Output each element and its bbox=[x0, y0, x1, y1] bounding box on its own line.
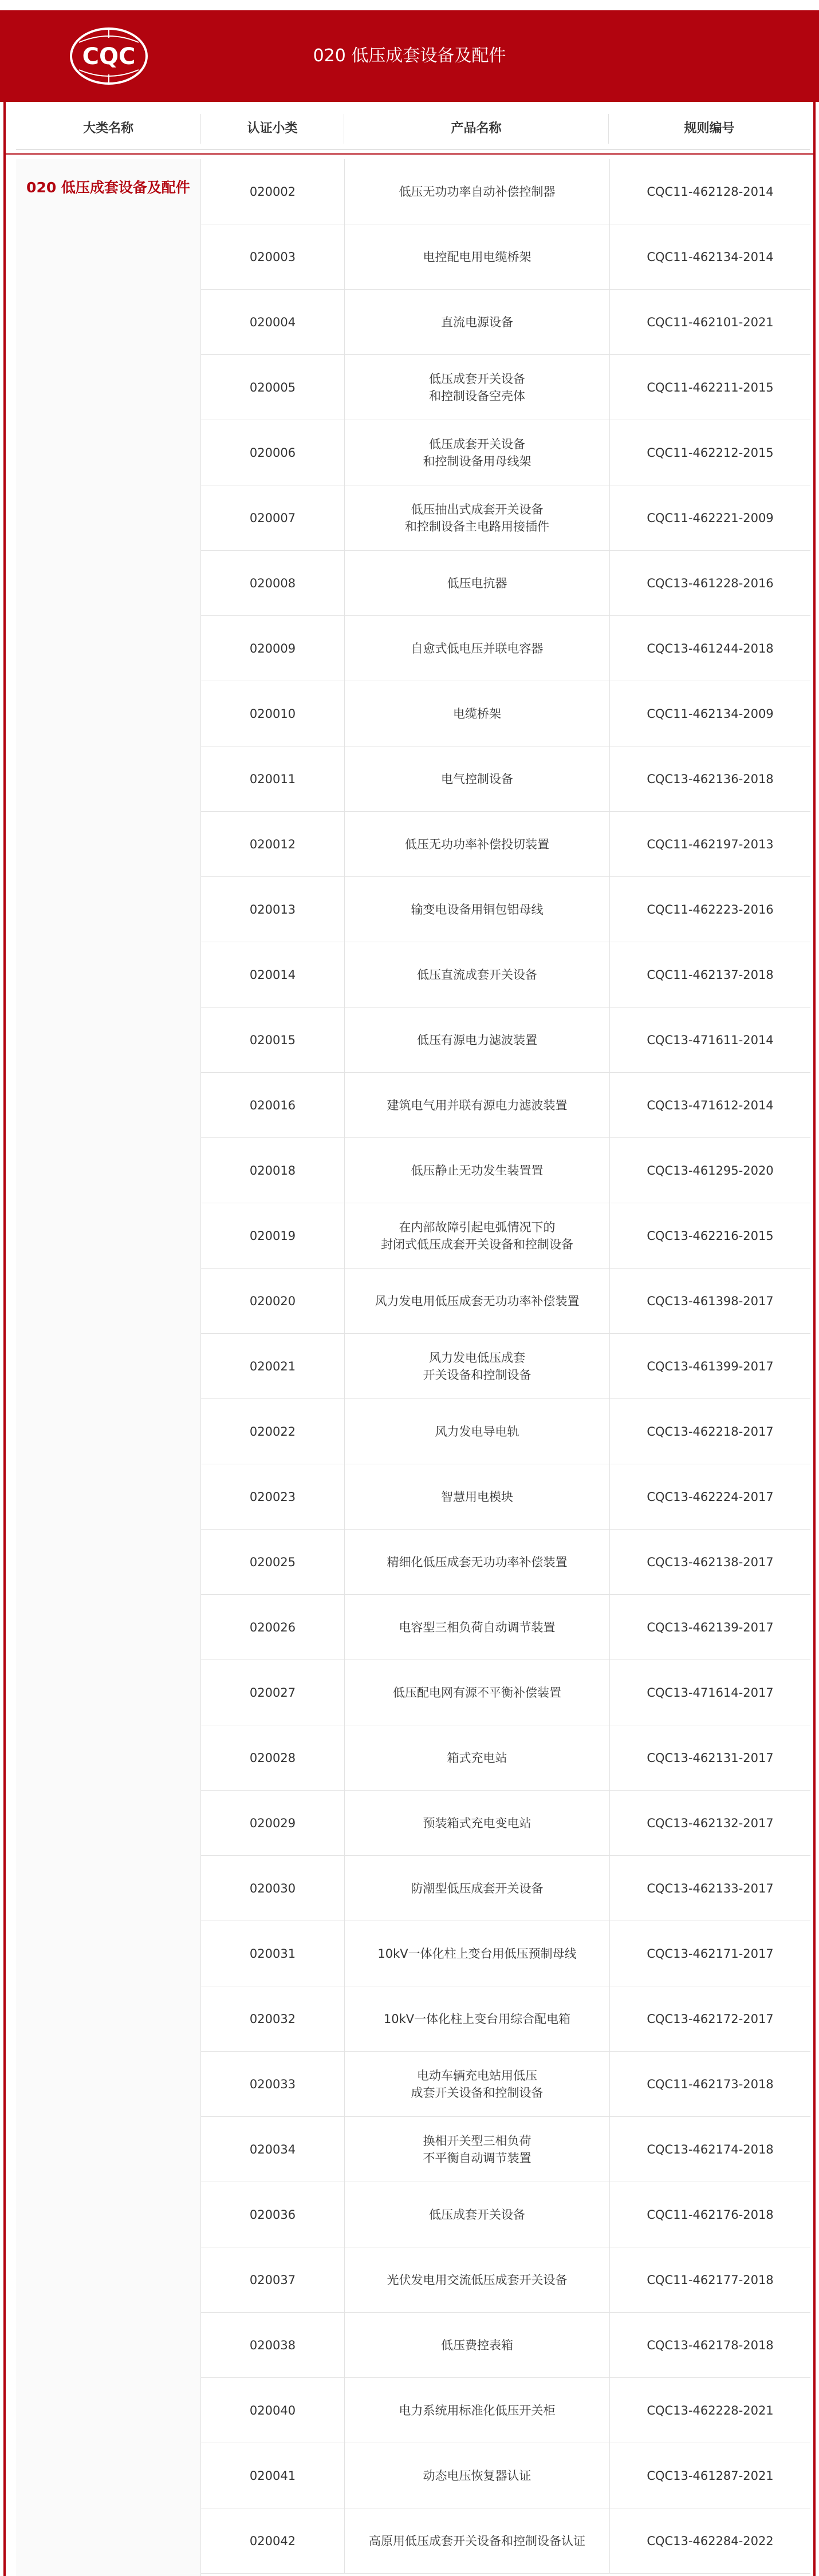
table-row bbox=[201, 420, 810, 485]
table-row bbox=[201, 812, 810, 877]
rule-number: CQC11-462176-2018 bbox=[647, 2207, 774, 2222]
table-row bbox=[201, 1660, 810, 1725]
divider-line bbox=[6, 153, 813, 155]
cert-code: 020028 bbox=[249, 1751, 296, 1765]
table-row bbox=[201, 1269, 810, 1334]
product-name: 建筑电气用并联有源电力滤波装置 bbox=[344, 1073, 610, 1137]
table-row bbox=[201, 942, 810, 1008]
product-name: 动态电压恢复器认证 bbox=[344, 2443, 610, 2508]
product-name: 电气控制设备 bbox=[344, 746, 610, 811]
rule-number: CQC13-462138-2017 bbox=[647, 1555, 774, 1569]
table-row bbox=[201, 2052, 810, 2117]
table-row bbox=[201, 1986, 810, 2052]
table-row bbox=[201, 877, 810, 942]
product-name: 10kV一体化柱上变台用综合配电箱 bbox=[344, 1986, 610, 2051]
cert-code: 020016 bbox=[249, 1098, 296, 1112]
table-row bbox=[201, 2378, 810, 2443]
rule-number: CQC13-461398-2017 bbox=[647, 1294, 774, 1308]
cert-code: 020025 bbox=[249, 1555, 296, 1569]
table-row bbox=[201, 1334, 810, 1399]
cert-code: 020041 bbox=[249, 2468, 296, 2483]
category-column bbox=[16, 159, 200, 2576]
rule-number: CQC13-462284-2022 bbox=[647, 2534, 774, 2548]
cert-code: 020009 bbox=[249, 641, 296, 655]
product-name: 电缆桥架 bbox=[344, 681, 610, 746]
header-code: 认证小类 bbox=[247, 121, 298, 136]
header-rule: 规则编号 bbox=[684, 121, 735, 136]
cert-code: 020002 bbox=[249, 184, 296, 199]
frame-right-border bbox=[813, 102, 816, 2576]
cert-code: 020037 bbox=[249, 2273, 296, 2287]
rule-number: CQC11-462212-2015 bbox=[647, 445, 774, 460]
product-name: 低压成套开关设备 和控制设备用母线架 bbox=[344, 420, 610, 485]
rule-number: CQC11-462197-2013 bbox=[647, 837, 774, 851]
rule-number: CQC13-461244-2018 bbox=[647, 641, 774, 655]
cert-code: 020029 bbox=[249, 1816, 296, 1830]
rule-number: CQC13-461287-2021 bbox=[647, 2468, 774, 2483]
table-row bbox=[201, 2508, 810, 2574]
rule-number: CQC11-462223-2016 bbox=[647, 902, 774, 916]
rule-number: CQC13-462133-2017 bbox=[647, 1881, 774, 1895]
product-name: 10kV一体化柱上变台用低压预制母线 bbox=[344, 1921, 610, 1986]
cert-code: 020006 bbox=[249, 445, 296, 460]
table-row bbox=[201, 159, 810, 224]
product-name: 箱式充电站 bbox=[344, 1725, 610, 1790]
cert-code: 020040 bbox=[249, 2403, 296, 2417]
cqc-logo-text: CQC bbox=[82, 44, 136, 70]
cert-code: 020033 bbox=[249, 2077, 296, 2091]
table-row bbox=[201, 1203, 810, 1269]
table-row bbox=[201, 2247, 810, 2313]
table-body bbox=[200, 159, 810, 2576]
cert-code: 020018 bbox=[249, 1163, 296, 1178]
table-row bbox=[201, 681, 810, 746]
product-name: 在内部故障引起电弧情况下的 封闭式低压成套开关设备和控制设备 bbox=[344, 1203, 610, 1268]
table-row bbox=[201, 551, 810, 616]
product-name: 低压直流成套开关设备 bbox=[344, 942, 610, 1007]
cert-code: 020026 bbox=[249, 1620, 296, 1634]
table-row bbox=[201, 355, 810, 420]
product-name: 低压成套开关设备 和控制设备空壳体 bbox=[344, 355, 610, 420]
frame-left-border bbox=[3, 102, 6, 2576]
rule-number: CQC11-462101-2021 bbox=[647, 315, 774, 329]
rule-number: CQC13-462136-2018 bbox=[647, 772, 774, 786]
cert-code: 020031 bbox=[249, 1946, 296, 1961]
table-row bbox=[201, 1399, 810, 1464]
rule-number: CQC11-462177-2018 bbox=[647, 2273, 774, 2287]
table-row bbox=[201, 1791, 810, 1856]
header-category: 大类名称 bbox=[82, 121, 133, 136]
rule-number: CQC13-462132-2017 bbox=[647, 1816, 774, 1830]
cert-code: 020032 bbox=[249, 2012, 296, 2026]
cert-code: 020022 bbox=[249, 1424, 296, 1439]
product-name: 低压有源电力滤波装置 bbox=[344, 1008, 610, 1072]
rule-number: CQC13-471611-2014 bbox=[647, 1033, 774, 1047]
product-name: 风力发电低压成套 开关设备和控制设备 bbox=[344, 1334, 610, 1398]
rule-number: CQC13-462172-2017 bbox=[647, 2012, 774, 2026]
product-name: 电力系统用标准化低压开关柜 bbox=[344, 2378, 610, 2443]
cert-code: 020036 bbox=[249, 2207, 296, 2222]
cert-code: 020003 bbox=[249, 250, 296, 264]
cert-code: 020038 bbox=[249, 2338, 296, 2352]
rule-number: CQC13-462178-2018 bbox=[647, 2338, 774, 2352]
rule-number: CQC11-462221-2009 bbox=[647, 511, 774, 525]
rule-number: CQC13-471612-2014 bbox=[647, 1098, 774, 1112]
cert-code: 020011 bbox=[249, 772, 296, 786]
cert-code: 020019 bbox=[249, 1228, 296, 1243]
cert-code: 020030 bbox=[249, 1881, 296, 1895]
table-row bbox=[201, 2117, 810, 2182]
rule-number: CQC11-462128-2014 bbox=[647, 184, 774, 199]
table-row bbox=[201, 1921, 810, 1986]
table-row bbox=[201, 1856, 810, 1921]
product-name: 电控配电用电缆桥架 bbox=[344, 224, 610, 289]
cert-code: 020027 bbox=[249, 1685, 296, 1700]
product-name: 电容型三相负荷自动调节装置 bbox=[344, 1595, 610, 1660]
product-name: 直流电源设备 bbox=[344, 290, 610, 354]
cert-code: 020020 bbox=[249, 1294, 296, 1308]
product-name: 低压电抗器 bbox=[344, 551, 610, 615]
cert-code: 020004 bbox=[249, 315, 296, 329]
product-name: 高原用低压成套开关设备和控制设备认证 bbox=[344, 2508, 610, 2573]
rule-number: CQC13-462139-2017 bbox=[647, 1620, 774, 1634]
product-name: 电动车辆充电站用低压 成套开关设备和控制设备 bbox=[344, 2052, 610, 2116]
product-name: 防潮型低压成套开关设备 bbox=[344, 1856, 610, 1921]
rule-number: CQC13-462228-2021 bbox=[647, 2403, 774, 2417]
table-row bbox=[201, 1138, 810, 1203]
rule-number: CQC13-471614-2017 bbox=[647, 1685, 774, 1700]
product-name: 换相开关型三相负荷 不平衡自动调节装置 bbox=[344, 2117, 610, 2182]
table-row bbox=[201, 2313, 810, 2378]
product-name: 预装箱式充电变电站 bbox=[344, 1791, 610, 1855]
table-row bbox=[201, 1530, 810, 1595]
rule-number: CQC11-462211-2015 bbox=[647, 380, 774, 394]
cert-code: 020005 bbox=[249, 380, 296, 394]
table-row bbox=[201, 1073, 810, 1138]
product-name: 光伏发电用交流低压成套开关设备 bbox=[344, 2247, 610, 2312]
product-name: 精细化低压成套无功功率补偿装置 bbox=[344, 1530, 610, 1594]
table-row bbox=[201, 485, 810, 551]
table-row bbox=[201, 2443, 810, 2508]
rule-number: CQC13-461295-2020 bbox=[647, 1163, 774, 1178]
rule-number: CQC13-462218-2017 bbox=[647, 1424, 774, 1439]
rule-number: CQC13-462224-2017 bbox=[647, 1490, 774, 1504]
product-name: 低压无功功率补偿投切装置 bbox=[344, 812, 610, 876]
product-name: 自愈式低电压并联电容器 bbox=[344, 616, 610, 681]
rule-number: CQC11-462134-2009 bbox=[647, 706, 774, 721]
rule-number: CQC11-462134-2014 bbox=[647, 250, 774, 264]
product-name: 风力发电用低压成套无功功率补偿装置 bbox=[344, 1269, 610, 1333]
rule-number: CQC13-462174-2018 bbox=[647, 2142, 774, 2156]
product-name: 智慧用电模块 bbox=[344, 1464, 610, 1529]
table-header bbox=[16, 109, 810, 150]
category-name: 020 低压成套设备及配件 bbox=[26, 179, 190, 196]
cert-code: 020021 bbox=[249, 1359, 296, 1373]
table-row bbox=[201, 224, 810, 290]
rule-number: CQC13-462171-2017 bbox=[647, 1946, 774, 1961]
table-row bbox=[201, 1595, 810, 1660]
cert-code: 020015 bbox=[249, 1033, 296, 1047]
header-banner bbox=[0, 10, 819, 102]
table-row bbox=[201, 616, 810, 681]
cert-code: 020042 bbox=[249, 2534, 296, 2548]
product-name: 低压无功功率自动补偿控制器 bbox=[344, 159, 610, 224]
product-name: 低压成套开关设备 bbox=[344, 2182, 610, 2247]
table-row bbox=[201, 1725, 810, 1791]
rule-number: CQC13-462216-2015 bbox=[647, 1228, 774, 1243]
header-product: 产品名称 bbox=[451, 121, 502, 136]
rule-number: CQC11-462137-2018 bbox=[647, 967, 774, 982]
table-row bbox=[201, 1008, 810, 1073]
cert-code: 020034 bbox=[249, 2142, 296, 2156]
rule-number: CQC11-462173-2018 bbox=[647, 2077, 774, 2091]
product-name: 低压配电网有源不平衡补偿装置 bbox=[344, 1660, 610, 1725]
cert-code: 020012 bbox=[249, 837, 296, 851]
table-row bbox=[201, 1464, 810, 1530]
product-name: 风力发电导电轨 bbox=[344, 1399, 610, 1464]
cert-code: 020010 bbox=[249, 706, 296, 721]
product-name: 低压费控表箱 bbox=[344, 2313, 610, 2377]
rule-number: CQC13-462131-2017 bbox=[647, 1751, 774, 1765]
product-name: 低压静止无功发生装置置 bbox=[344, 1138, 610, 1203]
cert-code: 020013 bbox=[249, 902, 296, 916]
table-row bbox=[201, 746, 810, 812]
rule-number: CQC13-461399-2017 bbox=[647, 1359, 774, 1373]
product-name: 低压抽出式成套开关设备 和控制设备主电路用接插件 bbox=[344, 485, 610, 550]
cert-code: 020014 bbox=[249, 967, 296, 982]
table-row bbox=[201, 2182, 810, 2247]
page-title: 020 低压成套设备及配件 bbox=[313, 46, 506, 66]
table-row bbox=[201, 290, 810, 355]
product-name: 输变电设备用铜包铝母线 bbox=[344, 877, 610, 942]
rule-number: CQC13-461228-2016 bbox=[647, 576, 774, 590]
cert-code: 020008 bbox=[249, 576, 296, 590]
cert-code: 020023 bbox=[249, 1490, 296, 1504]
cert-code: 020007 bbox=[249, 511, 296, 525]
